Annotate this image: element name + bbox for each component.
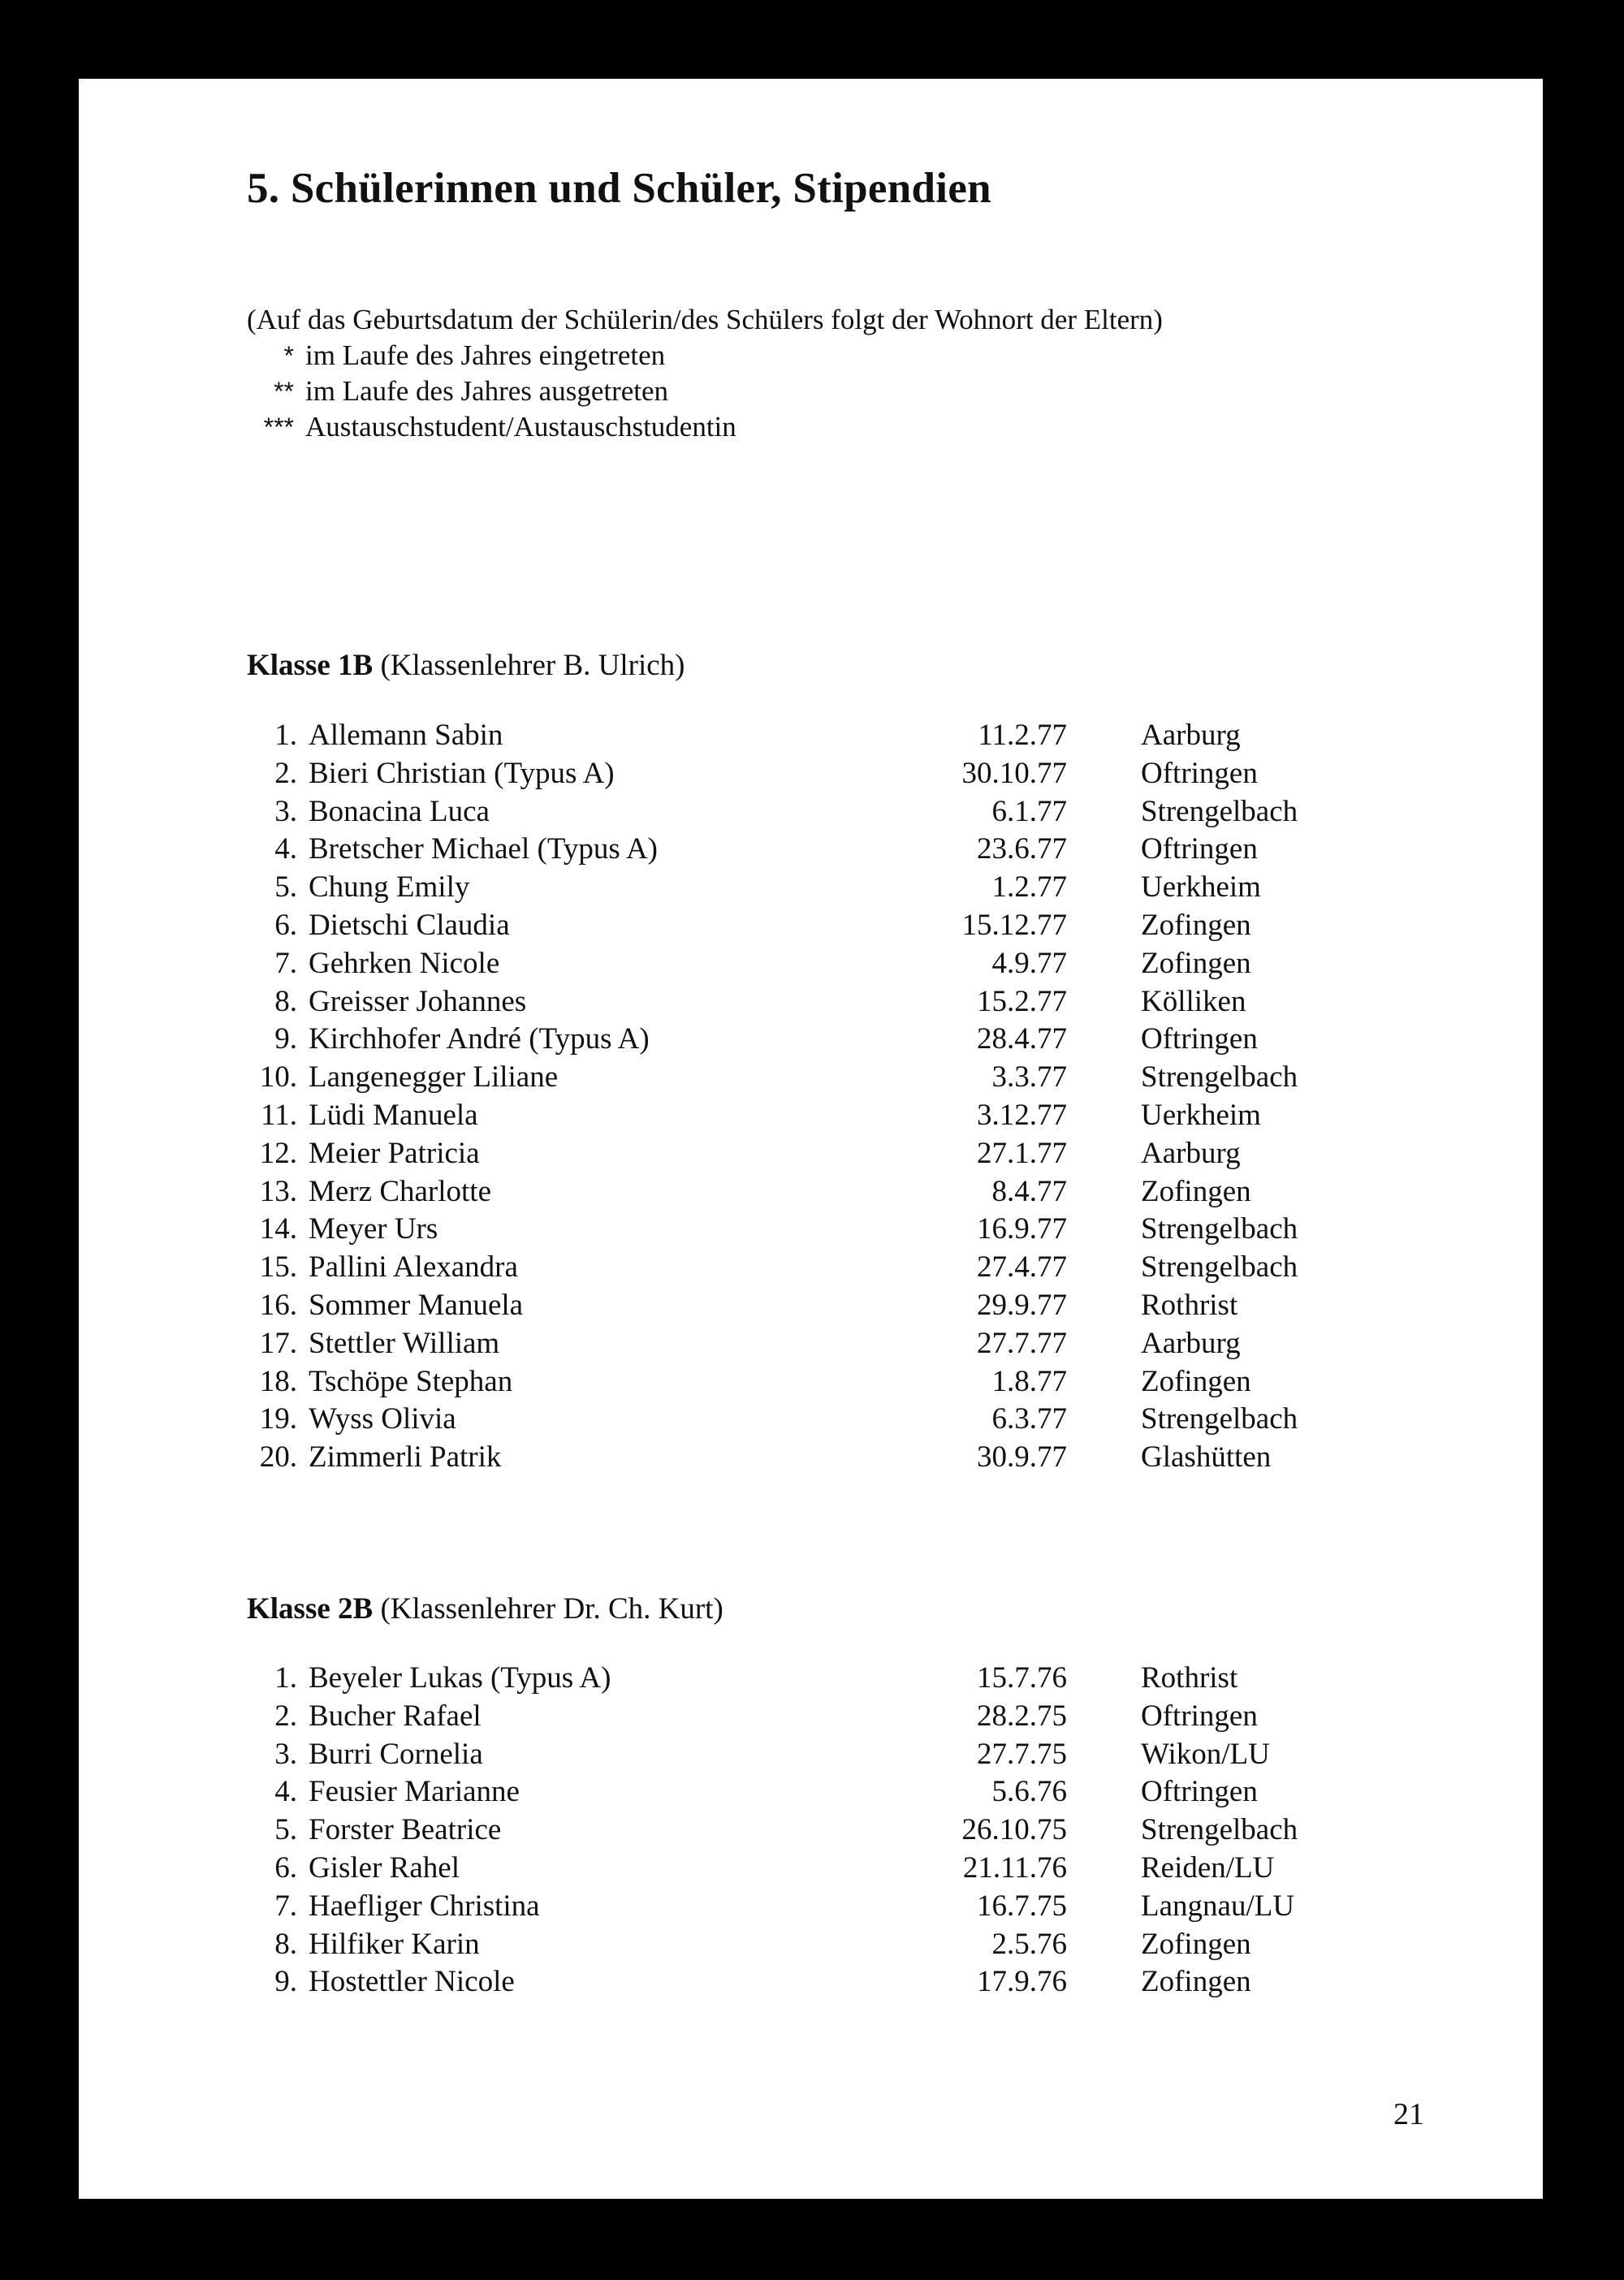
student-row <box>247 1059 1351 1097</box>
student-name: Hostettler Nicole <box>309 1965 515 1999</box>
student-row <box>247 1888 1351 1926</box>
student-row <box>247 1660 1351 1698</box>
student-row <box>247 1963 1351 2001</box>
student-number: 7. <box>274 946 297 980</box>
parents-residence: Zofingen <box>1141 908 1251 942</box>
birth-date: 2.5.76 <box>991 1927 1067 1961</box>
student-name: Lüdi Manuela <box>309 1098 478 1132</box>
student-number: 1. <box>274 719 297 752</box>
student-number: 20. <box>259 1440 297 1475</box>
birth-date: 27.7.77 <box>977 1326 1067 1360</box>
page-title: 5. Schülerinnen und Schüler, Stipendien <box>247 165 991 212</box>
student-row <box>247 1401 1351 1439</box>
birth-date: 8.4.77 <box>991 1174 1067 1208</box>
student-name: Dietschi Claudia <box>309 908 510 942</box>
student-name: Greisser Johannes <box>309 984 527 1018</box>
parents-residence: Strengelbach <box>1141 1250 1298 1285</box>
intro-line: (Auf das Geburtsdatum der Schülerin/des Schülers folgt der Wohnort der Eltern) <box>247 304 1163 335</box>
student-row <box>247 1021 1351 1059</box>
student-name: Feusier Marianne <box>309 1775 520 1809</box>
birth-date: 23.6.77 <box>977 832 1067 866</box>
birth-date: 21.11.76 <box>962 1850 1067 1885</box>
birth-date: 6.1.77 <box>991 794 1067 828</box>
student-number: 5. <box>274 1813 297 1847</box>
student-number: 6. <box>274 908 297 942</box>
class-heading-1b <box>247 648 685 683</box>
student-name: Forster Beatrice <box>309 1813 502 1847</box>
parents-residence: Oftringen <box>1141 756 1258 790</box>
note-text: im Laufe des Jahres ausgetreten <box>305 375 669 407</box>
student-row <box>247 1135 1351 1173</box>
birth-date: 27.1.77 <box>977 1136 1067 1170</box>
note-mark: * <box>283 341 294 370</box>
student-row <box>247 1211 1351 1249</box>
birth-date: 5.6.76 <box>991 1775 1067 1809</box>
class-name: Klasse 1B <box>247 649 374 682</box>
student-row <box>247 1850 1351 1888</box>
student-number: 8. <box>274 984 297 1018</box>
student-name: Gehrken Nicole <box>309 946 500 980</box>
birth-date: 28.4.77 <box>977 1022 1067 1056</box>
birth-date: 27.4.77 <box>977 1250 1067 1285</box>
birth-date: 11.2.77 <box>978 719 1067 752</box>
birth-date: 17.9.76 <box>977 1965 1067 1999</box>
birth-date: 6.3.77 <box>991 1402 1067 1436</box>
student-number: 16. <box>259 1288 297 1322</box>
student-row <box>247 983 1351 1021</box>
parents-residence: Strengelbach <box>1141 1813 1298 1847</box>
class-teacher: (Klassenlehrer B. Ulrich) <box>380 649 685 682</box>
birth-date: 30.10.77 <box>961 756 1067 790</box>
class-heading-2b <box>247 1591 723 1626</box>
birth-date: 15.12.77 <box>961 908 1067 942</box>
student-number: 13. <box>259 1174 297 1208</box>
birth-date: 30.9.77 <box>977 1440 1067 1475</box>
student-row <box>247 1173 1351 1211</box>
parents-residence: Uerkheim <box>1141 1098 1261 1132</box>
student-name: Hilfiker Karin <box>309 1927 480 1961</box>
note-text: Austauschstudent/Austauschstudentin <box>305 411 736 443</box>
student-number: 12. <box>259 1136 297 1170</box>
class-name: Klasse 2B <box>247 1592 374 1626</box>
birth-date: 26.10.75 <box>961 1813 1067 1847</box>
student-row <box>247 831 1351 869</box>
student-row <box>247 1773 1351 1811</box>
parents-residence: Rothrist <box>1141 1288 1238 1322</box>
student-row <box>247 1249 1351 1287</box>
student-name: Gisler Rahel <box>309 1850 460 1885</box>
student-number: 3. <box>274 794 297 828</box>
student-name: Merz Charlotte <box>309 1174 491 1208</box>
parents-residence: Rothrist <box>1141 1661 1238 1695</box>
student-number: 10. <box>259 1060 297 1095</box>
note-entered <box>247 338 1163 374</box>
note-mark: *** <box>263 412 294 442</box>
parents-residence: Aarburg <box>1141 719 1241 752</box>
student-name: Burri Cornelia <box>309 1737 483 1771</box>
parents-residence: Zofingen <box>1141 1364 1251 1398</box>
birth-date: 3.3.77 <box>991 1060 1067 1095</box>
student-name: Wyss Olivia <box>309 1402 456 1436</box>
birth-date: 16.9.77 <box>977 1212 1067 1246</box>
parents-residence: Zofingen <box>1141 1965 1251 1999</box>
student-row <box>247 945 1351 983</box>
student-name: Meier Patricia <box>309 1136 480 1170</box>
parents-residence: Zofingen <box>1141 946 1251 980</box>
student-number: 4. <box>274 1775 297 1809</box>
parents-residence: Uerkheim <box>1141 870 1261 905</box>
parents-residence: Aarburg <box>1141 1136 1241 1170</box>
student-name: Allemann Sabin <box>309 719 503 752</box>
parents-residence: Strengelbach <box>1141 1402 1298 1436</box>
student-number: 9. <box>274 1022 297 1056</box>
student-name: Bieri Christian (Typus A) <box>309 756 615 790</box>
student-number: 5. <box>274 870 297 905</box>
birth-date: 15.7.76 <box>977 1661 1067 1695</box>
student-row <box>247 869 1351 907</box>
parents-residence: Oftringen <box>1141 1699 1258 1733</box>
birth-date: 1.8.77 <box>991 1364 1067 1398</box>
parents-residence: Reiden/LU <box>1141 1850 1275 1885</box>
note-left <box>247 374 1163 409</box>
student-row <box>247 1439 1351 1477</box>
student-number: 3. <box>274 1737 297 1771</box>
student-number: 17. <box>259 1326 297 1360</box>
student-row <box>247 1926 1351 1964</box>
student-row <box>247 755 1351 793</box>
parents-residence: Strengelbach <box>1141 1212 1298 1246</box>
class-teacher: (Klassenlehrer Dr. Ch. Kurt) <box>380 1592 723 1626</box>
student-name: Stettler William <box>309 1326 500 1360</box>
student-number: 8. <box>274 1927 297 1961</box>
student-name: Beyeler Lukas (Typus A) <box>309 1661 611 1695</box>
student-name: Bretscher Michael (Typus A) <box>309 832 658 866</box>
student-name: Zimmerli Patrik <box>309 1440 502 1475</box>
student-name: Tschöpe Stephan <box>309 1364 513 1398</box>
student-row <box>247 1287 1351 1325</box>
note-mark: ** <box>274 377 294 406</box>
student-number: 15. <box>259 1250 297 1285</box>
student-name: Haefliger Christina <box>309 1889 540 1923</box>
student-number: 4. <box>274 832 297 866</box>
student-name: Pallini Alexandra <box>309 1250 518 1285</box>
student-number: 1. <box>274 1661 297 1695</box>
class-roster-2b <box>247 1660 1351 2001</box>
parents-residence: Zofingen <box>1141 1927 1251 1961</box>
student-number: 18. <box>259 1364 297 1398</box>
intro-block <box>247 302 1163 445</box>
note-text: im Laufe des Jahres eingetreten <box>305 339 666 371</box>
student-name: Bonacina Luca <box>309 794 490 828</box>
birth-date: 3.12.77 <box>977 1098 1067 1132</box>
parents-residence: Oftringen <box>1141 1022 1258 1056</box>
birth-date: 28.2.75 <box>977 1699 1067 1733</box>
parents-residence: Strengelbach <box>1141 794 1298 828</box>
page-number: 21 <box>1393 2097 1424 2131</box>
student-number: 6. <box>274 1850 297 1885</box>
student-number: 19. <box>259 1402 297 1436</box>
parents-residence: Aarburg <box>1141 1326 1241 1360</box>
student-name: Kirchhofer André (Typus A) <box>309 1022 650 1056</box>
student-name: Meyer Urs <box>309 1212 438 1246</box>
parents-residence: Oftringen <box>1141 832 1258 866</box>
note-exchange <box>247 409 1163 445</box>
birth-date: 15.2.77 <box>977 984 1067 1018</box>
student-number: 11. <box>261 1098 297 1132</box>
student-number: 7. <box>274 1889 297 1923</box>
student-number: 9. <box>274 1965 297 1999</box>
parents-residence: Kölliken <box>1141 984 1246 1018</box>
parents-residence: Strengelbach <box>1141 1060 1298 1095</box>
student-row <box>247 1325 1351 1363</box>
parents-residence: Glashütten <box>1141 1440 1272 1475</box>
student-row <box>247 793 1351 831</box>
student-name: Langenegger Liliane <box>309 1060 559 1095</box>
student-name: Bucher Rafael <box>309 1699 482 1733</box>
student-row <box>247 907 1351 945</box>
birth-date: 1.2.77 <box>991 870 1067 905</box>
parents-residence: Langnau/LU <box>1141 1889 1295 1923</box>
birth-date: 27.7.75 <box>977 1737 1067 1771</box>
student-row <box>247 1811 1351 1850</box>
student-name: Chung Emily <box>309 870 470 905</box>
birth-date: 16.7.75 <box>977 1889 1067 1923</box>
student-number: 2. <box>274 756 297 790</box>
student-row <box>247 1097 1351 1135</box>
birth-date: 29.9.77 <box>977 1288 1067 1322</box>
student-row <box>247 1736 1351 1774</box>
student-number: 14. <box>259 1212 297 1246</box>
class-roster-1b <box>247 717 1351 1477</box>
parents-residence: Zofingen <box>1141 1174 1251 1208</box>
student-row <box>247 1363 1351 1401</box>
student-number: 2. <box>274 1699 297 1733</box>
parents-residence: Oftringen <box>1141 1775 1258 1809</box>
parents-residence: Wikon/LU <box>1141 1737 1270 1771</box>
student-name: Sommer Manuela <box>309 1288 524 1322</box>
student-row <box>247 717 1351 755</box>
student-row <box>247 1698 1351 1736</box>
birth-date: 4.9.77 <box>991 946 1067 980</box>
